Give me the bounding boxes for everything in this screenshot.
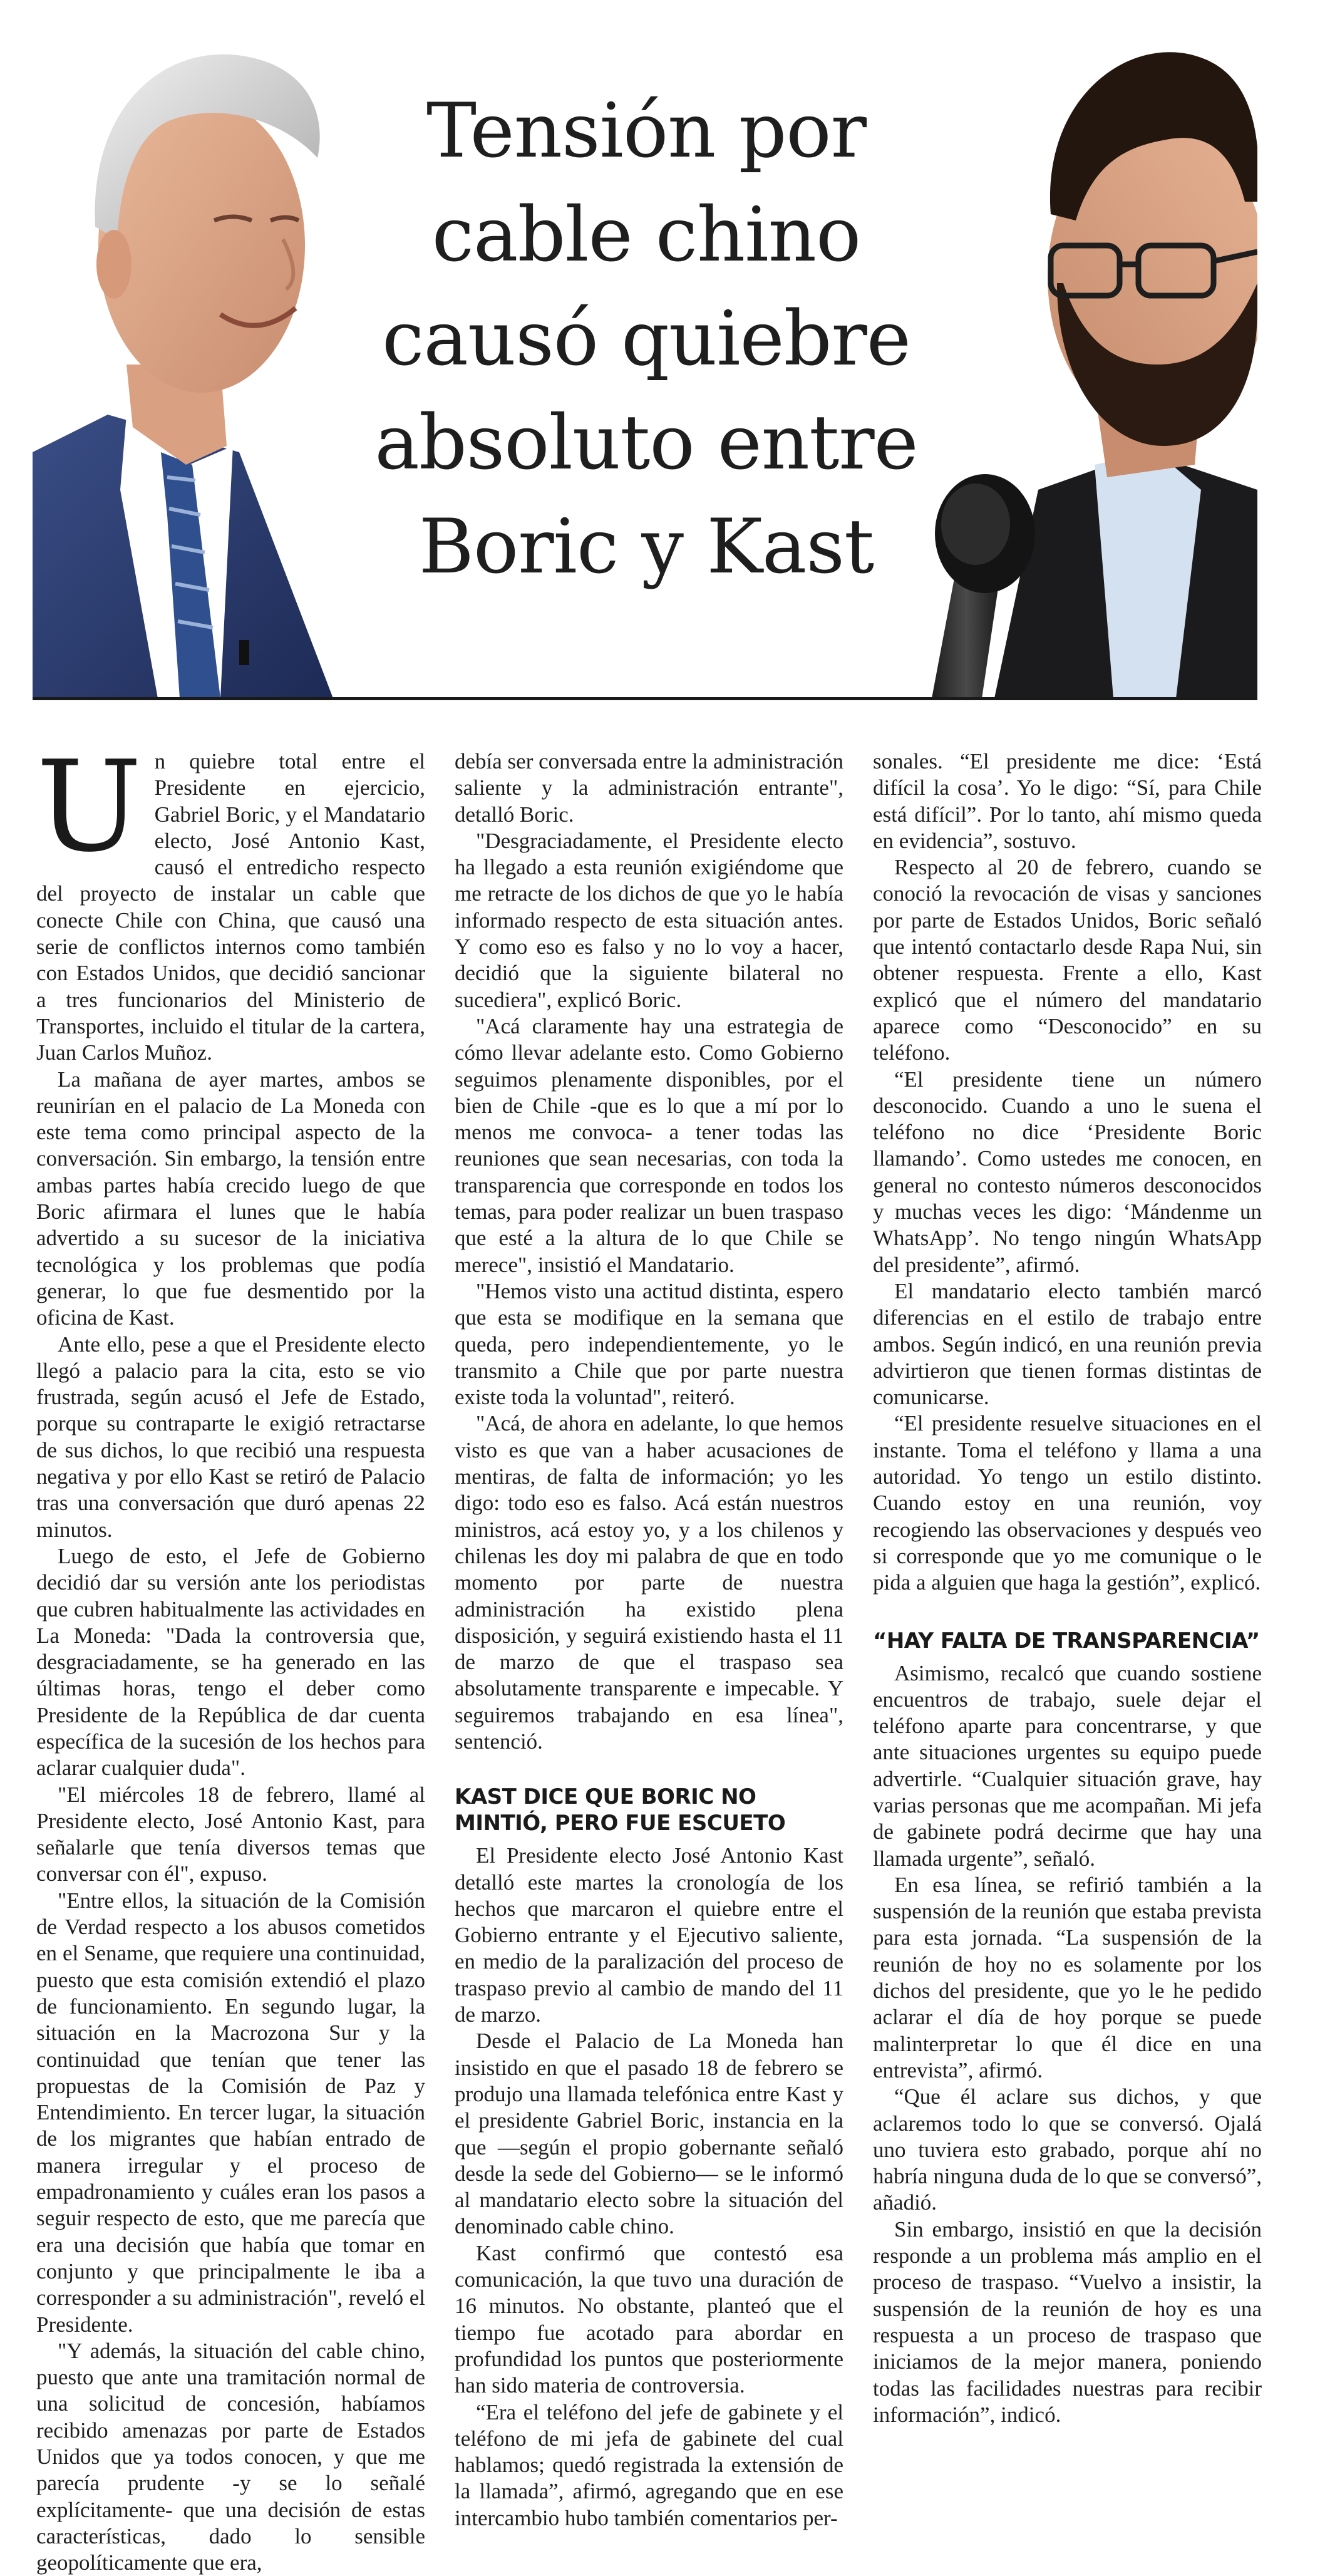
article-paragraph: “Era el teléfono del jefe de gabinete y el teléfono de mi jefa de gabinete del cual hablamos; quedó registrada la extensión de la llamada”, afirmó, agregando que en ese intercambio hubo también comentarios per- (455, 2399, 843, 2530)
article-paragraph: "Acá claramente hay una estrategia de cómo llevar adelante esto. Como Gobierno seguimos plenamente disponibles, por el bien de Chile -que es lo que a mí por lo menos me convoca- a tener todas las reuniones que sean necesarias, con toda la transparencia que corresponde en todos los temas, para poder realizar un buen traspaso que esté a la altura de lo que Chile se merece", insistió el Mandatario. (455, 1013, 843, 1277)
article-column-2 (455, 748, 843, 2530)
subhead: KAST DICE QUE BORIC NO MINTIÓ, PERO FUE ESCUETO (455, 1784, 786, 1836)
article-column-1 (36, 734, 425, 2575)
article-paragraph: El mandatario electo también marcó diferencias en el estilo de trabajo entre ambos. Según indicó, en una reunión previa advirtieron que tienen formas distintas de comunicarse. (873, 1278, 1262, 1410)
headline-line: causó quiebre (382, 296, 910, 383)
article-paragraph: La mañana de ayer martes, ambos se reunirían en el palacio de La Moneda con este tema como principal aspecto de la conversación. Sin embargo, la tensión entre ambas partes había crecido luego de que Boric afirmara el lunes que le había advertido a su sucesor de la iniciativa tecnológica y los problemas que podía generar, lo que fue desmentido por la oficina de Kast. (36, 1067, 425, 1330)
article-paragraph: Respecto al 20 de febrero, cuando se conoció la revocación de visas y sanciones por parte de Estados Unidos, Boric señaló que intentó contactarlo desde Rapa Nui, sin obtener respuesta. Frente a ello, Kast explicó que el número del mandatario aparece como “Desconocido” en su teléfono. (873, 855, 1262, 1065)
article-paragraph: "El miércoles 18 de febrero, llamé al Presidente electo, José Antonio Kast, para señalarle que tenía diversos temas que conversar con él", expuso. (36, 1782, 425, 1886)
article-paragraph: “Que él aclare sus dichos, y que aclaremos todo lo que se conversó. Ojalá uno tuviera esto grabado, porque ahí no habría ninguna duda de lo que se conversó”, añadió. (873, 2084, 1262, 2215)
headline-line: absoluto entre (374, 400, 918, 487)
article-paragraph: Ante ello, pese a que el Presidente electo llegó a palacio para la cita, esto se vio frustrada, según acusó el Jefe de Estado, porque su contraparte le exigió retractarse de sus dichos, lo que recibió una respuesta negativa y por ello Kast se retiró de Palacio tras una conversación que duró apenas 22 minutos. (36, 1332, 425, 1542)
headline-line: Tensión por (426, 88, 867, 175)
article-paragraph: El Presidente electo José Antonio Kast detalló este martes la cronología de los hechos que marcaron el quiebre entre el Gobierno entrante y el Ejecutivo saliente, en medio de la paralización del proceso de traspaso previo al cambio de mando del 11 de marzo. (455, 1843, 843, 2027)
article-paragraph: En esa línea, se refirió también a la suspensión de la reunión que estaba prevista para esta jornada. “La suspensión de la reunión de hoy no es solamente por los dichos del presidente, que yo le he pedido aclarar el día de hoy porque se puede malinterpretar lo que él dice en una entrevista”, afirmó. (873, 1872, 1262, 2082)
article-paragraph: “El presidente resuelve situaciones en el instante. Toma el teléfono y llama a una autoridad. Yo tengo un estilo distinto. Cuando estoy en una reunión, voy recogiendo las observaciones y después veo si corresponde que yo me comunique o le pida a alguien que haga la gestión”, explicó. (873, 1411, 1262, 1595)
header-photo-banner (33, 14, 1257, 698)
article-paragraph: debía ser conversada entre la administración saliente y la administración entrante", detalló Boric. (455, 749, 843, 827)
article-paragraph: Desde el Palacio de La Moneda han insistido en que el pasado 18 de febrero se produjo una llamada telefónica entre Kast y el presidente Gabriel Boric, instancia en la que —según el propio gobernante señaló desde la sede del Gobierno— se le informó al mandatario electo sobre la situación del denominado cable chino. (455, 2029, 843, 2239)
article-paragraph: "Entre ellos, la situación de la Comisión de Verdad respecto a los abusos cometidos en el Sename, que requiere una continuidad, puesto que esta comisión extendió el plazo de funcionamiento. En segundo lugar, la situación en la Macrozona Sur y la continuidad que tenían que tener las propuestas de la Comisión de Paz y Entendimiento. En tercer lugar, la situación de los migrantes que habían entrado de manera irregular y el proceso de empadronamiento y cuáles eran los pasos a seguir respecto de esto, que me parecía que era una decisión que había que tomar en conjunto y que principalmente le iba a corresponder a su administración", reveló el Presidente. (36, 1888, 425, 2337)
headline-line: cable chino (431, 192, 861, 279)
subhead: “HAY FALTA DE TRANSPARENCIA” (873, 1628, 1260, 1653)
article-paragraph: "Hemos visto una actitud distinta, espero que esta se modifique en la semana que queda, pero independientemente, yo le transmito a Chile que por parte nuestra existe toda la voluntad", reiteró. (455, 1278, 843, 1410)
article-column-3 (873, 748, 1262, 2530)
article-paragraph: Luego de esto, el Jefe de Gobierno decidió dar su versión ante los periodistas que cubren habitualmente las actividades en La Moneda: "Dada la controversia que, desgraciadamente, se ha generado en las últimas horas, tengo el deber como Presidente de la República de dar cuenta específica de la sucesión de los hechos para aclarar cualquier duda". (36, 1543, 425, 1781)
article-paragraph: "Y además, la situación del cable chino, puesto que ante una tramitación normal de una solicitud de concesión, habíamos recibido amenazas por parte de Estados Unidos que ya todos conocen, y que me parecía prudente -y se lo señalé explícitamente- que una decisión de estas características, dado lo sensible geopolíticamente que era, (36, 2338, 425, 2575)
article-paragraph: “El presidente tiene un número desconocido. Cuando a uno le suena el teléfono no dice ‘Presidente Boric llamando’. Como ustedes me conocen, en general no contesto números desconocidos y muchas veces les digo: ‘Mándenme un WhatsApp’. No tengo ningún WhatsApp del presidente”, afirmó. (873, 1067, 1262, 1277)
headline-line: Boric y Kast (418, 504, 874, 591)
drop-cap: U (36, 734, 142, 880)
kast-portrait (33, 14, 358, 698)
article-paragraph: Sin embargo, insistió en que la decisión responde a un problema más amplio en el proceso de traspaso. “Vuelvo a insistir, la suspensión de la reunión de hoy es una respuesta a un proceso de traspaso que iniciamos de la mejor manera, poniendo todas las facilidades nuestras para recibir información”, indicó. (873, 2216, 1262, 2427)
header-rule (33, 697, 1257, 700)
headline (327, 80, 966, 599)
article-paragraph: Kast confirmó que contestó esa comunicación, la que tuvo una duración de 16 minutos. No obstante, planteó que el tiempo fue acotado para abordar en profundidad los puntos que posteriormente han sido materia de controversia. (455, 2240, 843, 2398)
article-paragraph: Un quiebre total entre el Presidente en ejercicio, Gabriel Boric, y el Mandatario electo, José Antonio Kast, causó el entredicho respecto del proyecto de instalar un cable que conecte Chile con China, que causó una serie de conflictos internos como también con Estados Unidos, que decidió sancionar a tres funcionarios del Ministerio de Transportes, incluido el titular de la cartera, Juan Carlos Muñoz. (36, 734, 425, 1065)
article-paragraph: "Desgraciadamente, el Presidente electo ha llegado a esta reunión exigiéndome que me retracte de los dichos de que yo le había informado respecto de esta situación antes. Y como eso es falso y no lo voy a hacer, decidió que la siguiente bilateral no sucediera", explicó Boric. (455, 828, 843, 1012)
article-paragraph: sonales. “El presidente me dice: ‘Está difícil la cosa’. Yo le digo: “Sí, para Chile está difícil”. Por lo tanto, ahí mismo queda en evidencia”, sostuvo. (873, 749, 1262, 853)
article-paragraph: "Acá, de ahora en adelante, lo que hemos visto es que van a haber acusaciones de mentiras, de falta de información; yo les digo: todo eso es falso. Acá están nuestros ministros, acá estoy yo, y a los chilenos y chilenas les doy mi palabra de que en todo momento por parte de nuestra administración ha existido plena disposición, y seguirá existiendo hasta el 11 de marzo de que el traspaso sea absolutamente transparente e impecable. Y seguiremos trabajando en esa línea", sentenció. (455, 1411, 843, 1754)
article-paragraph: Asimismo, recalcó que cuando sostiene encuentros de trabajo, suele dejar el teléfono aparte para concentrarse, y que ante situaciones urgentes su equipo puede advertirle. “Cualquier situación grave, hay varias personas que me acompañan. Mi jefa de gabinete podrá decirme que hay una llamada urgente”, señaló. (873, 1660, 1262, 1871)
